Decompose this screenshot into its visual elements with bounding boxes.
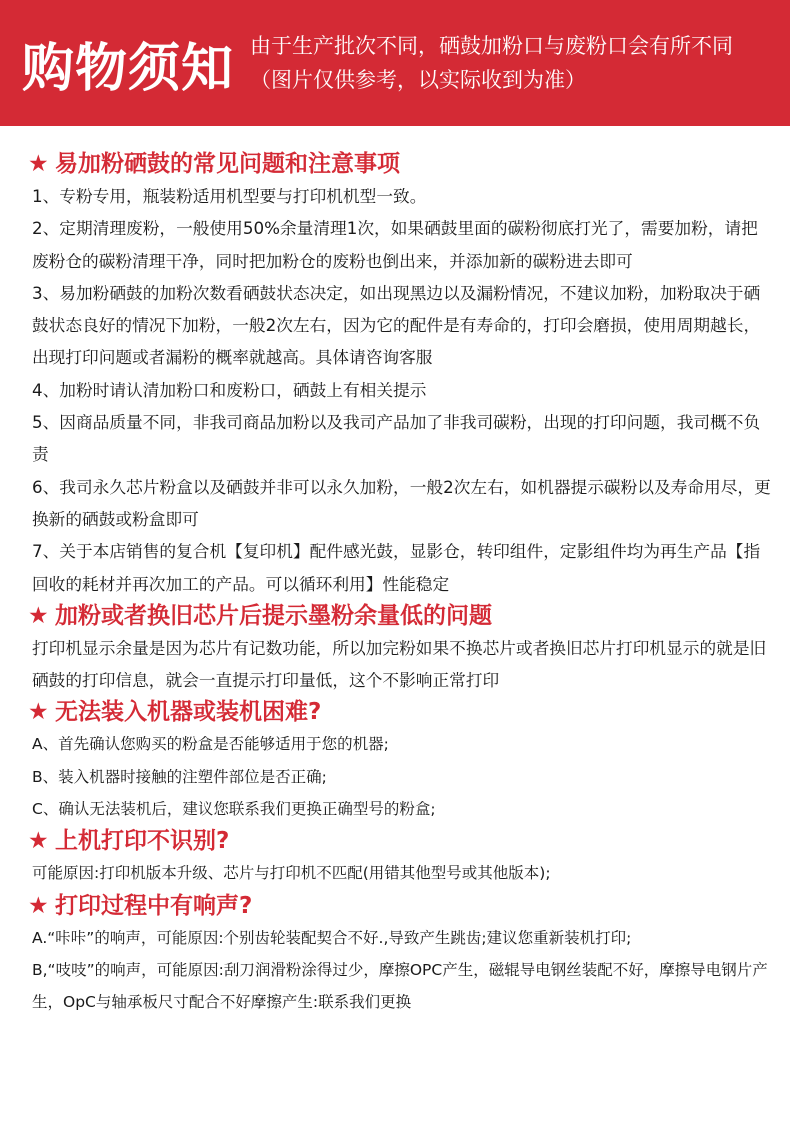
header-banner [0, 0, 790, 126]
not-recognized-cause: 可能原因:打印机版本升级、芯片与打印机不匹配(用错其他型号或其他版本); [32, 864, 551, 883]
star-icon: ★ [28, 151, 49, 177]
noise-item-b: B,“吱吱”的响声，可能原因:刮刀润滑粉涂得过少，摩擦OPC产生，磁辊导电钢丝装配不好，摩擦导电钢片产生，OpC与轴承板尺寸配合不好摩擦产生:联系我们更换 [32, 960, 768, 1012]
faq-item-4: 4、加粉时请认清加粉口和废粉口，硒鼓上有相关提示 [32, 379, 427, 400]
install-item-a: A、首先确认您购买的粉盒是否能够适用于您的机器; [32, 735, 389, 754]
section-heading-install-difficulty [28, 696, 774, 728]
banner-notice [250, 32, 733, 94]
section-heading-printing-noise [28, 890, 774, 922]
banner-notice-line-1: 由于生产批次不同，硒鼓加粉口与废粉口会有所不同 [250, 34, 734, 58]
faq-item-2: 2、定期清理废粉，一般使用50%余量清理1次，如果硒鼓里面的碳粉彻底打光了，需要加粉，请把废粉仓的碳粉清理干净，同时把加粉仓的废粉也倒出来，并添加新的碳粉进去即可 [32, 218, 758, 271]
install-item-c: C、确认无法装机后，建议您联系我们更换正确型号的粉盒; [32, 800, 436, 819]
section-heading-text: 无法装入机器或装机困难? [55, 699, 322, 726]
noise-item-a: A.“咔咔”的响声，可能原因:个别齿轮装配契合不好.,导致产生跳齿;建议您重新装机打印; [32, 928, 632, 947]
section-heading-text: 易加粉硒鼓的常见问题和注意事项 [55, 151, 400, 177]
faq-item-7: 7、关于本店销售的复合机【复印机】配件感光鼓，显影仓，转印组件，定影组件均为再生产品【指回收的耗材并再次加工的产品。可以循环利用】性能稳定 [32, 541, 761, 594]
banner-notice-line-2: （图片仅供参考，以实际收到为准） [250, 68, 587, 92]
star-icon: ★ [28, 602, 49, 629]
notice-content [0, 126, 790, 1019]
faq-item-6: 6、我司永久芯片粉盒以及硒鼓并非可以永久加粉，一般2次左右，如机器提示碳粉以及寿命用尽，更换新的硒鼓或粉盒即可 [32, 476, 771, 529]
section-heading-text: 加粉或者换旧芯片后提示墨粉余量低的问题 [55, 602, 492, 629]
section-heading-not-recognized [28, 825, 774, 857]
page-title: 购物须知 [22, 38, 235, 99]
faq-item-1: 1、专粉专用，瓶装粉适用机型要与打印机机型一致。 [32, 186, 427, 206]
section-heading-refill-faq [28, 148, 774, 180]
section-heading-text: 上机打印不识别? [55, 828, 230, 855]
section-heading-text: 打印过程中有响声? [55, 892, 253, 919]
faq-item-3: 3、易加粉硒鼓的加粉次数看硒鼓状态决定，如出现黑边以及漏粉情况，不建议加粉，加粉取决于硒鼓状态良好的情况下加粉，一般2次左右，因为它的配件是有寿命的，打印会磨损，使用周期越长，出现打印问题或者漏粉的概率就越高。具体请咨询客服 [32, 282, 761, 368]
star-icon: ★ [28, 892, 49, 919]
low-toner-explanation: 打印机显示余量是因为芯片有记数功能，所以加完粉如果不换芯片或者换旧芯片打印机显示的就是旧硒鼓的打印信息，就会一直提示打印量低，这个不影响正常打印 [32, 637, 767, 691]
star-icon: ★ [28, 699, 49, 726]
install-item-b: B、装入机器时接触的注塑件部位是否正确; [32, 767, 327, 786]
star-icon: ★ [28, 828, 49, 855]
section-heading-low-toner [28, 600, 774, 632]
faq-item-5: 5、因商品质量不同，非我司商品加粉以及我司产品加了非我司碳粉，出现的打印问题，我司概不负责 [32, 412, 761, 465]
